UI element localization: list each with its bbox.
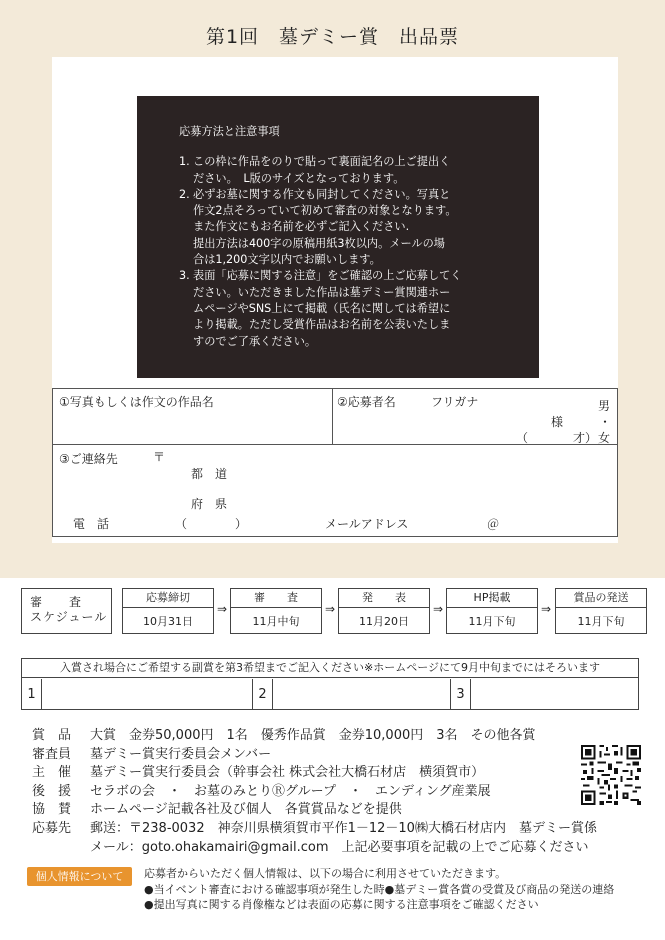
instruction-line: また作文にもお名前を必ずご記入ください.: [193, 220, 410, 234]
age-open: （: [516, 431, 529, 445]
schedule-step-head: 応募締切: [123, 589, 213, 608]
instruction-line: より掲載。ただし受賞作品はお名前を公表いたしま: [193, 318, 451, 332]
info-label: 審査員: [32, 746, 72, 762]
schedule-step-head: 発 表: [339, 589, 429, 608]
prize-wish-heading: 入賞され場合にご希望する副賞を第3希望までご記入ください※ホームページにて9月中旬までにはそろいます: [22, 659, 638, 678]
instruction-item: [179, 187, 511, 268]
phone-field[interactable]: （ ）: [175, 517, 248, 531]
schedule-step-value: 11月下旬: [468, 615, 516, 628]
instruction-line: 必ずお墓に関する作文も同封してください。写真と: [193, 187, 451, 201]
info-label: 後 援: [32, 783, 72, 799]
wish-number: 2: [253, 679, 273, 710]
email-label: メールアドレス: [325, 517, 409, 531]
arrow-icon: ⇒: [433, 602, 444, 616]
instruction-line: ださい。 L版のサイズとなっております。: [193, 171, 405, 185]
privacy-tag: 個人情報について: [27, 867, 132, 886]
schedule-step-value: 11月中旬: [252, 615, 300, 628]
schedule-label-line: スケジュール: [30, 610, 108, 624]
instruction-line: ださい。いただきました作品は墓デミー賞関連ホー: [193, 285, 451, 299]
form-divider: [332, 389, 333, 445]
work-title-field[interactable]: ①写真もしくは作文の作品名: [59, 395, 214, 409]
instruction-number: 2.: [179, 187, 190, 201]
entry-form: [52, 388, 618, 537]
schedule-step: [230, 588, 322, 634]
phone-label: 電 話: [73, 517, 110, 531]
instructions-box: [137, 96, 539, 378]
wish-3-field[interactable]: [472, 679, 638, 710]
instruction-number: 3.: [179, 269, 190, 283]
schedule-step: [555, 588, 647, 634]
schedule-step: [338, 588, 430, 634]
schedule-label-line: 審 査: [30, 595, 83, 609]
sama-label: 様: [551, 415, 564, 429]
wish-2-field[interactable]: [274, 679, 451, 710]
wish-number: 3: [451, 679, 471, 710]
privacy-line: ●当イベント審査における確認事項が発生した時●墓デミー賞各賞の受賞及び商品の発送の連絡: [144, 882, 615, 896]
todo-label: 都 道: [191, 467, 228, 481]
instruction-line: 表面「応募に関する注意」をご確認の上ご応募してく: [193, 269, 462, 283]
instruction-line: この枠に作品をのりで貼って裏面記名の上ご提出く: [193, 155, 451, 169]
fuken-label: 府 県: [191, 497, 228, 511]
info-value: 墓デミー賞実行委員会メンバー: [90, 746, 272, 762]
instruction-line: ムページやSNS上にて掲載（氏名に関しては希望に: [193, 301, 451, 315]
schedule-step: [122, 588, 214, 634]
instruction-item: [179, 154, 511, 187]
schedule-step-value: 11月20日: [359, 615, 409, 628]
schedule-step-head: 審 査: [231, 589, 321, 608]
info-value: 郵送：〒238-0032 神奈川県横須賀市平作1－12－10㈱大橋石材店内 墓デミー賞係: [90, 820, 597, 836]
instruction-line: すのでご了承ください。: [193, 334, 317, 348]
info-label: 主 催: [32, 765, 72, 781]
schedule-step-head: HP掲載: [447, 589, 537, 608]
instruction-item: [179, 268, 511, 349]
page-title: 第1回 墓デミー賞 出品票: [205, 26, 460, 48]
schedule-label: [21, 588, 112, 634]
privacy-notice: [144, 866, 614, 913]
info-label: 賞 品: [32, 728, 72, 743]
schedule-step: [446, 588, 538, 634]
info-value: メール：goto.ohakamairi@gmail.com 上記必要事項を記載の上でご応募ください: [90, 839, 589, 855]
info-value: 大賞 金券50,000円 1名 優秀作品賞 金券10,000円 3名 その他各賞: [90, 728, 536, 743]
contact-label: ③ご連絡先: [59, 452, 118, 466]
arrow-icon: ⇒: [217, 602, 228, 616]
gender-separator: ・: [599, 415, 612, 429]
prize-wish-table: [21, 658, 639, 710]
arrow-icon: ⇒: [325, 602, 336, 616]
instruction-line: 作文2点そろっていて初めて審査の対象となります。: [193, 204, 457, 218]
schedule-step-value: 10月31日: [143, 615, 193, 628]
schedule-step-head: 賞品の発送: [556, 589, 646, 608]
postal-code-field[interactable]: 〒: [153, 450, 166, 464]
info-value: 墓デミー賞実行委員会（幹事会社 株式会社大橋石材店 横須賀市）: [90, 765, 485, 781]
wish-1-field[interactable]: [43, 679, 253, 710]
schedule-step-value: 11月下旬: [577, 615, 625, 628]
instruction-number: 1.: [179, 155, 190, 169]
info-label: 応募先: [32, 820, 72, 836]
applicant-name-field[interactable]: ②応募者名: [337, 395, 396, 409]
instruction-line: 合は1,200文字以内でお願いします。: [193, 253, 381, 267]
arrow-icon: ⇒: [541, 602, 552, 616]
instructions-heading: 応募方法と注意事項: [179, 125, 280, 138]
furigana-label: フリガナ: [431, 395, 479, 409]
instruction-line: 提出方法は400字の原稿用紙3枚以内。メールの場: [193, 236, 445, 250]
info-value: ホームページ記載各社及び個人 各賞賞品などを提供: [90, 802, 402, 818]
wish-number: 1: [22, 679, 42, 710]
qr-code-icon[interactable]: [581, 745, 641, 805]
info-label: 協 賛: [32, 802, 72, 818]
gender-male-option[interactable]: 男: [598, 399, 611, 413]
privacy-line: 応募者からいただく個人情報は、以下の場合に利用させていただきます。: [144, 867, 507, 880]
privacy-line: ●提出写真に関する肖像権などは表面の応募に関する注意事項をご確認ください: [144, 898, 539, 911]
info-value: セラボの会 ・ お墓のみとりⓇグループ ・ エンディング産業展: [90, 783, 491, 799]
gender-female-option[interactable]: 女: [598, 431, 611, 445]
email-field[interactable]: ＠: [487, 517, 500, 531]
age-field[interactable]: 才）: [573, 431, 598, 445]
